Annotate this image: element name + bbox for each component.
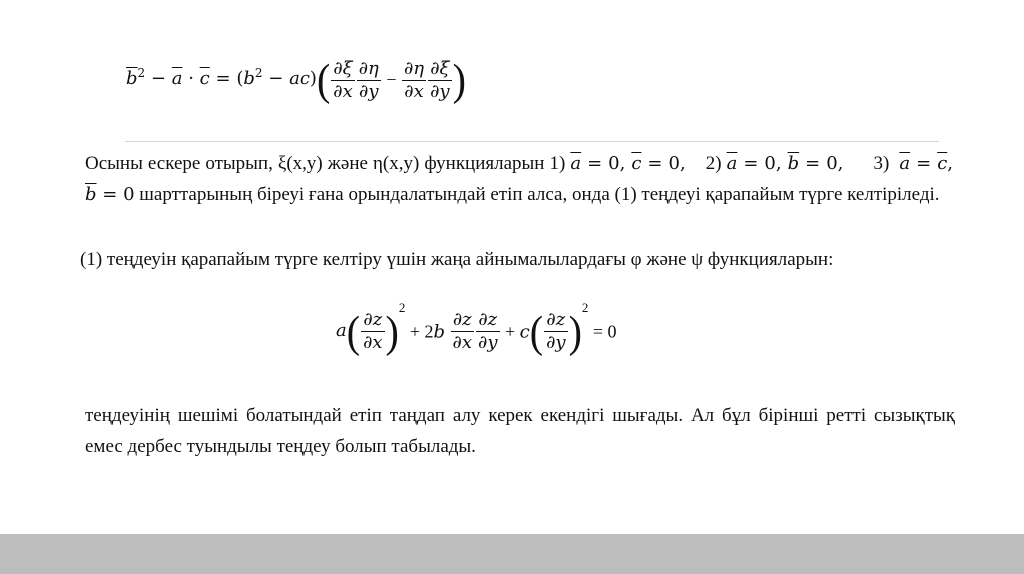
paragraph-intro: (1) теңдеуін қарапайым түрге келтіру үшін жаңа айнымалылардағы φ және ψ функцияларын:: [80, 249, 834, 270]
paragraph-conditions: Осыны ескере отырып, ξ(x,y) және η(x,y) функцияларын 1) $\overline{a} = 0$, $\overline{c} = 0$, 2) $\overline{a} = 0$, $\overline{b} = 0$, 3) $\overline{a} = \overline{c}$, $\overline{b} = 0$ шарттарының біреуі ғана орындалатындай етіп алса, онда (1) теңдеуі қарапайым түрге келтіріледі.: [85, 153, 954, 205]
divider-line: [125, 141, 939, 142]
formula-discriminant: $\overline{b}^2 - \overline{a} \cdot \overline{c} = (b^2 - ac)$( $\frac{\partial\xi}{\partial x}$ $\frac{\partial\eta}{\partial y}$ − $\frac{\partial\eta}{\partial x}$ $\frac{\partial\xi}{\partial y}$ ): [126, 54, 466, 105]
condition-1: $\overline{a} = 0$, $\overline{c} = 0$,: [570, 153, 686, 174]
paragraph-conclusion: теңдеуінің шешімі болатындай етіп таңдап алу керек екендігі шығады. Ал бұл бірінші ретті сызықтық емес дербес туындылы теңдеу болып табылады.: [85, 405, 955, 457]
condition-3: $\overline{a} = \overline{c}$, $\overline{b} = 0$: [85, 153, 954, 205]
footer-strip: [0, 534, 1024, 574]
xi-function: ξ(x,y): [277, 153, 323, 174]
eta-function: η(x,y): [372, 153, 420, 174]
condition-2: $\overline{a} = 0$, $\overline{b} = 0$,: [726, 153, 844, 174]
formula-characteristic: a( $\frac{\partial z}{\partial x}$ )$^2$ + 2b $\frac{\partial z}{\partial x}$ $\frac{\partial z}{\partial y}$ + c( $\frac{\partial z}{\partial y}$ )$^2$ = 0: [336, 300, 617, 357]
